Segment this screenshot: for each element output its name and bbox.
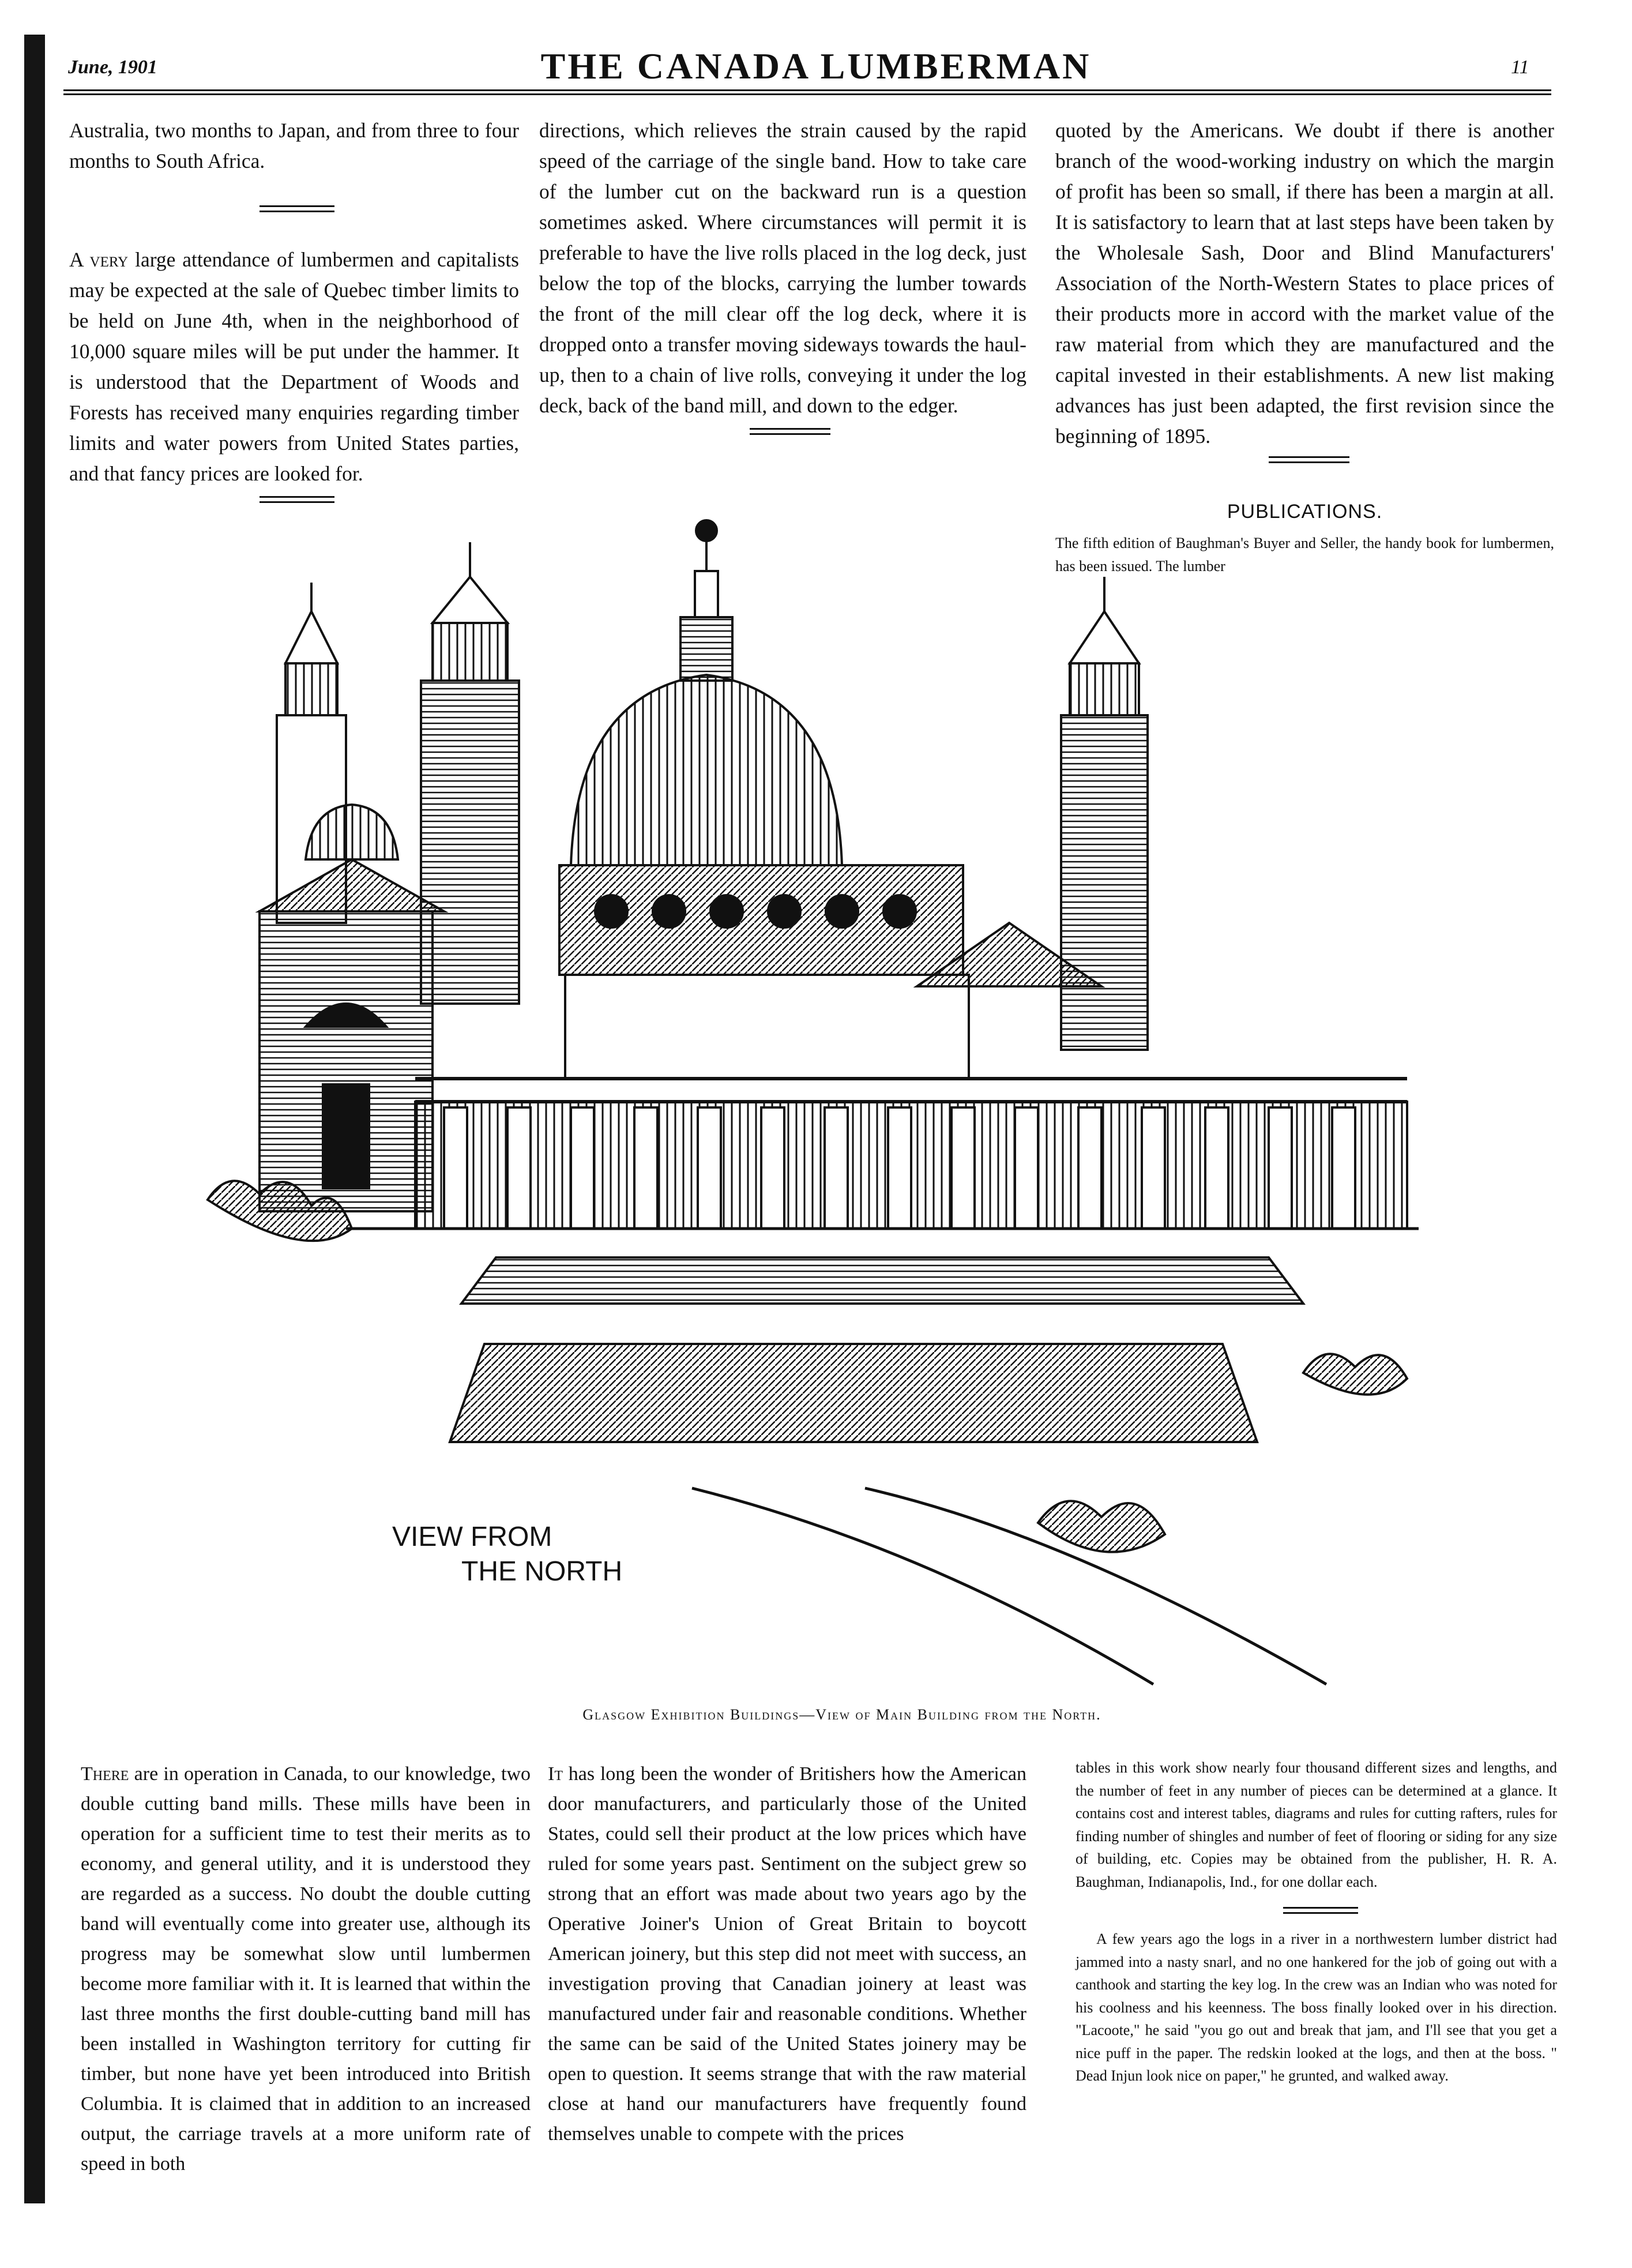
publications-heading: PUBLICATIONS. [1227,501,1383,523]
sketch-label: VIEW FROM [392,1522,552,1552]
paragraph: quoted by the Americans. We doubt if there is another branch of the wood-working industry on which the margin of profit has been so small, if there has been a margin at all. It is satisfactory to learn that at last steps have been taken by the Wholesale Sash, Door and Blind Manufacturers' Association of the North-Western States to place prices of their products more in accord with the market value of the raw material from which they are manufactured and the capital invested in their establishments. A new list making advances has just been adapted, the first revision since the beginning of 1895. [1055,119,1554,448]
binding-edge [24,35,45,2203]
separator [260,205,334,212]
column-3-top [1055,115,1554,465]
separator [1269,456,1349,463]
masthead-rule [63,89,1551,95]
illustration-caption: Glasgow Exhibition Buildings—View of Main Building from the North. [582,1706,1101,1723]
column-1-top [69,115,519,506]
column-1-bottom [81,1759,531,2179]
page-number: 11 [1511,57,1529,78]
issue-date: June, 1901 [68,57,157,78]
lead-words: There [81,1763,129,1785]
paragraph-text: large attendance of lumbermen and capitalists may be expected at the sale of Quebec timber limits to be held on June 4th, when in the neighborhood of 10,000 square miles will be put under the hammer. It is understood that the Department of Woods and Forests has received many enquiries regarding timber limits and water powers from United States parties, and that fancy prices are looked for. [69,248,519,485]
paragraph: tables in this work show nearly four thousand different sizes and lengths, and the number of feet in any number of pieces can be determined at a glance. It contains cost and interest tables, diagrams and rules for cutting rafters, rules for finding number of shingles and number of feet of flooring or siding for any size of building, etc. Copies may be obtained from the publisher, H. R. A. Baughman, Indianapolis, Ind., for one dollar each. [1076,1759,1557,1890]
separator [750,428,830,435]
paragraph: Australia, two months to Japan, and from three to four months to South Africa. [69,119,519,172]
sketch-label: THE NORTH [461,1556,623,1587]
paragraph: A few years ago the logs in a river in a northwestern lumber district had jammed into a nasty snarl, and no one hankered for the job of going out with a canthook and starting the key log. In the crew was an Indian who was noted for his coolness and his keenness. The boss finally looked over in his direction. "Lacoote," he said "you go out and break that jam, and I'll see that you get a nice puff in the paper. The redskin looked at the logs, and then at the boss. " Dead Injun look nice on paper," he grunted, and walked away. [1076,1931,1557,2084]
paragraph-text: are in operation in Canada, to our knowledge, two double cutting band mills. These mills have been in operation for a sufficient time to test their merits as to economy, and general utility, and it is understood they are regarded as a success. No doubt the double cutting band will eventually come into greater use, although its progress may be somewhat slow until lumbermen become more familiar with it. It is learned that within the last three months the first double-cutting band mill has been installed in Washington territory for cutting fir timber, but none have yet been introduced into British Columbia. It is claimed that in addition to an increased output, the carriage travels at a more uniform rate of speed in both [81,1763,531,2175]
paragraph: directions, which relieves the strain caused by the rapid speed of the carriage of the single band. How to take care of the lumber cut on the backward run is a question sometimes asked. Where circumstances will permit it is preferable to have the live rolls placed in the log deck, just below the top of the blocks, carrying the lumber towards the front of the mill clear off the log deck, where it is dropped onto a transfer moving sideways towards the haul-up, then to a chain of live rolls, conveying it under the log deck, back of the band mill, and down to the edger. [539,119,1026,417]
masthead-title: THE CANADA LUMBERMAN [540,46,1092,87]
lead-words: A very [69,248,129,271]
column-2-top [539,115,1026,438]
exhibition-building-illustration [173,508,1499,1696]
paragraph-text: has long been the wonder of Britishers how the American door manufacturers, and particularly those of the United States, could sell their product at the low prices which have ruled for some years past. Sentiment on the subject grew so strong that an effort was made about two years ago by the Operative Joiner's Union of Great Britain to boycott American joinery, but this step did not meet with success, an investigation proving that Canadian joinery at least was manufactured under fair and reasonable conditions. Whether the same can be said of the United States joinery may be open to question. It seems strange that with the raw material close at hand our manufacturers have frequently found themselves unable to compete with the prices [548,1763,1027,2145]
separator [1283,1907,1358,1914]
separator [260,496,334,503]
column-2-bottom [548,1759,1026,2149]
paragraph [81,1759,531,2179]
column-3-bottom [1076,1756,1557,2087]
paragraph [69,245,519,489]
paragraph: The fifth edition of Baughman's Buyer and Seller, the handy book for lumbermen, has been issued. The lumber [1055,535,1554,574]
lead-words: It [548,1763,563,1785]
paragraph [548,1759,1026,2149]
